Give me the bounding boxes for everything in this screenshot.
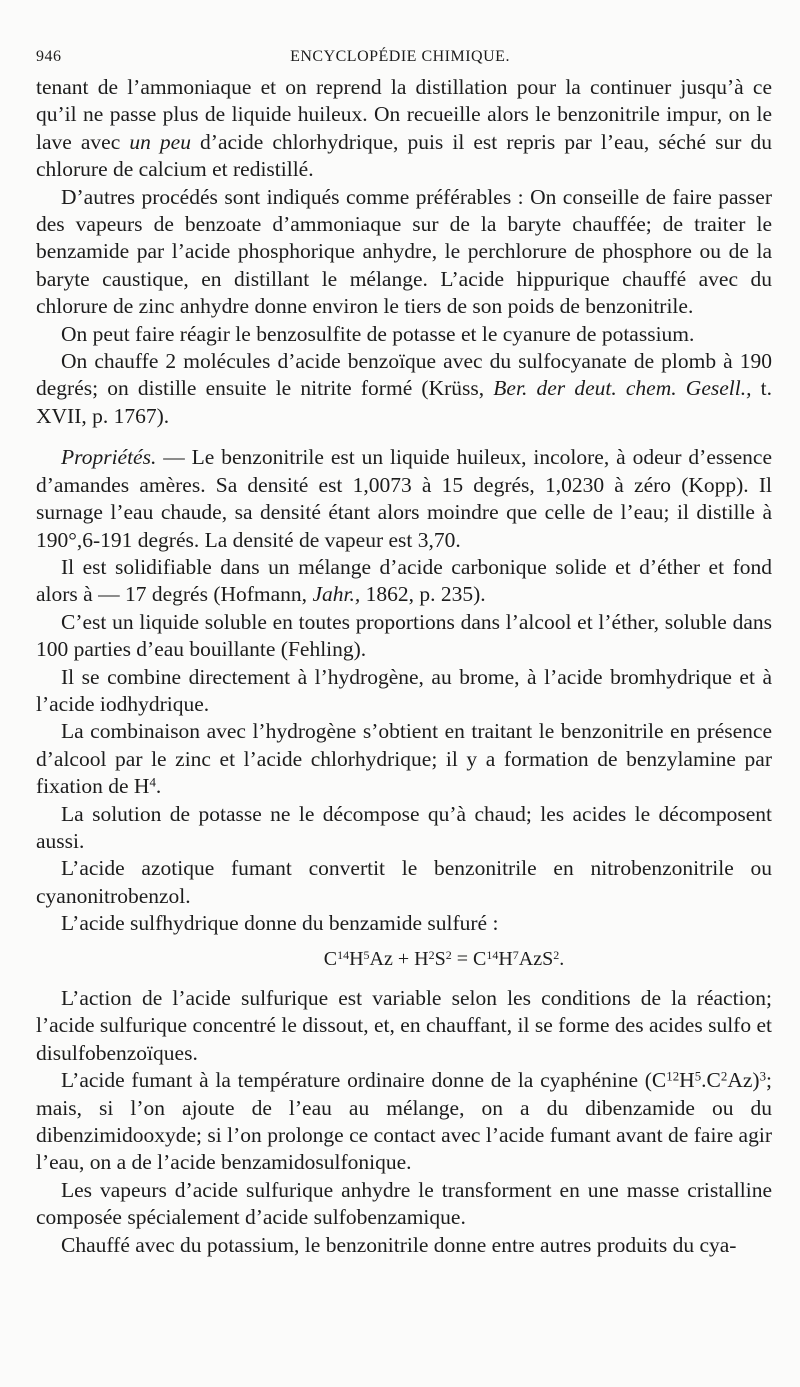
- page-number: 946: [36, 48, 62, 65]
- paragraph: Les vapeurs d’acide sulfurique anhydre le transforment en une masse cristalline composée spécialement d’acide sulfobenzamique.: [36, 1177, 772, 1230]
- text-run: L’acide fumant à la température ordinaire donne de la cyaphénine (C: [61, 1068, 667, 1093]
- text-run: 1862, p. 235).: [365, 582, 486, 607]
- text-run: Il est solidifiable dans un mélange d’acide carbonique solide et d’éther et fond alors à — 17 degrés (Hofmann,: [36, 554, 772, 607]
- paragraph: [36, 554, 772, 609]
- paragraph: L’action de l’acide sulfurique est variable selon les conditions de la réaction; l’acide sulfurique concentré le dissout, et, en chauffant, il se forme des acides sulfo et disulfobenzoïques.: [36, 986, 772, 1065]
- text-run: — Le benzonitrile est un liquide huileux, incolore, à odeur d’essence d’amandes amères. Sa densité est 1,0073 à 15 degrés, 1,0230 à zéro (Kopp). Il surnage l’eau chaude, sa densité étant alors moindre que celle de l’eau; il distille à 190°,6-191 degrés. La densité de vapeur est 3,70.: [36, 445, 772, 552]
- text-run: d’acide chlorhydrique, puis il est repris par l’eau, séché sur du chlorure de calcium et redistillé.: [36, 129, 772, 182]
- paragraph: [36, 718, 772, 800]
- running-title: ENCYCLOPÉDIE CHIMIQUE.: [290, 48, 510, 65]
- paragraph: D’autres procédés sont indiqués comme préférables : On conseille de faire passer des vapeurs de benzoate d’ammoniaque sur de la baryte chauffée; de traiter le benzamide par l’acide phosphorique anhydre, le perchlorure de phosphore ou de la baryte caustique, en distillant le mélange. L’acide hippurique chauffé avec du chlorure de zinc anhydre donne environ le tiers de son poids de benzonitrile.: [36, 184, 772, 319]
- paragraph: Il se combine directement à l’hydrogène, au brome, à l’acide bromhydrique et à l’acide iodhydrique.: [36, 664, 772, 716]
- paragraph: L’acide sulfhydrique donne du benzamide sulfuré :: [61, 911, 499, 936]
- paragraph: [36, 348, 772, 430]
- italic-run: un peu: [129, 129, 191, 154]
- paragraph: L’acide azotique fumant convertit le benzonitrile en nitrobenzonitrile ou cyanonitrobenzol.: [36, 856, 772, 908]
- superscript: 4: [149, 775, 156, 790]
- section-heading: Propriétés.: [61, 445, 157, 470]
- body-text: [36, 74, 772, 1259]
- citation: Jahr.,: [312, 582, 361, 607]
- text-run: t. XVII, p. 1767).: [36, 376, 772, 428]
- citation: Ber. der deut. chem. Gesell.,: [493, 376, 752, 401]
- paragraph-properties: [36, 444, 772, 554]
- paragraph: Chauffé avec du potassium, le benzonitrile donne entre autres produits du cya-: [61, 1232, 737, 1257]
- chemical-equation: $C^{14}H^5Az + H^2S^2 = C^{14}H^7AzS^2$.: [323, 947, 565, 970]
- paragraph: C’est un liquide soluble en toutes proportions dans l’alcool et l’éther, soluble dans 100 parties d’eau bouillante (Fehling).: [36, 609, 772, 662]
- paragraph: L’acide fumant à la température ordinaire donne de la cyaphénine $(C^{12}H^5.C^2Az)^3$; mais, si l’on ajoute de l’eau au mélange, on a du dibenzamide ou du dibenzimidooxyde; si l’on prolonge ce contact avec l’acide fumant avant de faire agir l’eau, on a de l’acide benzamidosulfonique.: [36, 1068, 772, 1175]
- text-run: La combinaison avec l’hydrogène s’obtient en traitant le benzonitrile en présence d’alcool par le zinc et l’acide chlorhydrique; il y a formation de benzylamine par fixation de H: [36, 719, 772, 799]
- text-run: .: [155, 774, 162, 799]
- text-run: tenant de l’ammoniaque et on reprend la distillation pour la continuer jusqu’à ce qu’il ne passe plus de liquide huileux. On recueille alors le benzonitrile impur, on le lave avec: [36, 75, 772, 154]
- paragraph: On peut faire réagir le benzosulfite de potasse et le cyanure de potassium.: [61, 321, 695, 346]
- page-header: [36, 44, 764, 72]
- paragraph: La solution de potasse ne le décompose qu’à chaud; les acides le décomposent aussi.: [36, 801, 772, 853]
- paragraph: [36, 74, 772, 184]
- text-run: mais, si l’on ajoute de l’eau au mélange, on a du dibenzamide ou du dibenzimidooxyde; si l’on prolonge ce contact avec l’acide fumant avant de faire agir l’eau, on a de l’acide benzamidosulfonique.: [36, 1095, 772, 1175]
- text-run: On chauffe 2 molécules d’acide benzoïque avec du sulfocyanate de plomb à 190 degrés; on distille ensuite le nitrite formé (Krüss,: [36, 349, 772, 401]
